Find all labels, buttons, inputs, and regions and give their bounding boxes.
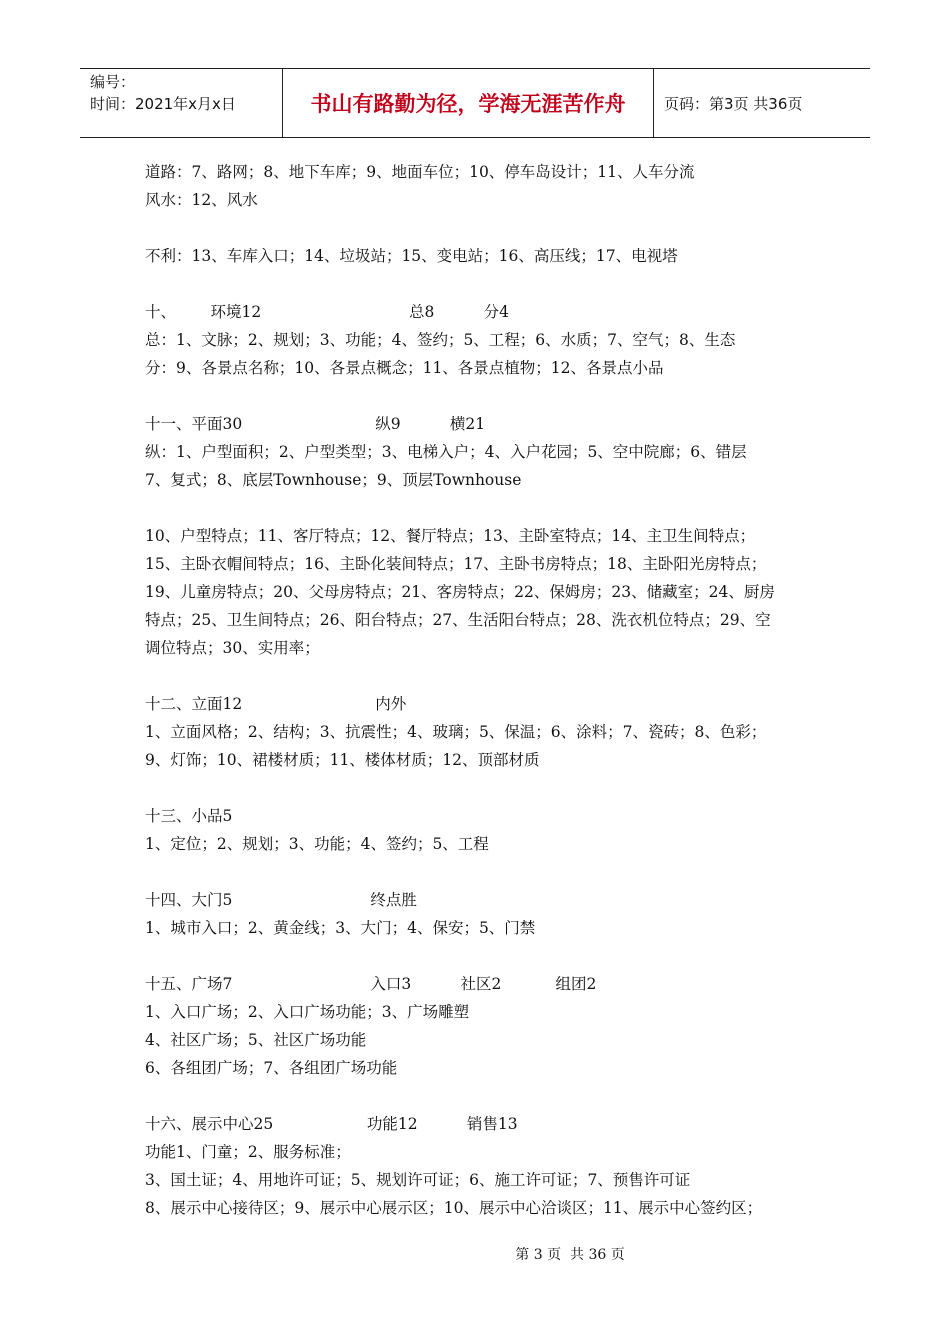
text-line: 功能1、门童；2、服务标准； [145,1143,351,1161]
text-line: 十六、展示中心25 功能12 销售13 [145,1115,518,1133]
text-line: 1、入口广场；2、入口广场功能；3、广场雕塑 [145,1003,470,1021]
page-header [80,68,870,138]
text-line: 道路：7、路网；8、地下车库；9、地面车位；10、停车岛设计；11、人车分流 [145,163,695,181]
paragraph-gap [145,774,825,802]
text-line: 7、复式；8、底层Townhouse；9、顶层Townhouse [145,471,522,489]
paragraph-gap [145,942,825,970]
document-number: 编号： [90,73,136,91]
paragraph-gap [145,1082,825,1110]
text-line: 9、灯饰；10、裙楼材质；11、楼体材质；12、顶部材质 [145,751,540,769]
text-line: 风水：12、风水 [145,191,258,209]
page-footer: 第 3 页 共 36 页 [515,1247,625,1263]
document-body [145,158,825,1222]
text-line: 不利：13、车库入口；14、垃圾站；15、变电站；16、高压线；17、电视塔 [145,247,678,265]
text-line: 1、城市入口；2、黄金线；3、大门；4、保安；5、门禁 [145,919,536,937]
header-motto: 书山有路勤为径，学海无涯苦作舟 [282,69,654,137]
text-line: 十一、平面30 纵9 横21 [145,415,486,433]
text-line: 1、定位；2、规划；3、功能；4、签约；5、工程 [145,835,489,853]
text-line: 分：9、各景点名称；10、各景点概念；11、各景点植物；12、各景点小品 [145,359,664,377]
text-line: 6、各组团广场；7、各组团广场功能 [145,1059,398,1077]
text-line: 纵：1、户型面积；2、户型类型；3、电梯入户；4、入户花园；5、空中院廊；6、错层 [145,443,747,461]
text-line: 十三、小品5 [145,807,233,825]
text-line: 十二、立面12 内外 [145,695,407,713]
paragraph-gap [145,382,825,410]
header-meta [80,69,282,137]
text-line: 十、 环境12 总8 分4 [145,303,510,321]
paragraph-gap [145,270,825,298]
text-line: 19、儿童房特点；20、父母房特点；21、客房特点；22、保姆房；23、储藏室；24、厨房 [145,583,775,601]
text-line: 十五、广场7 入口3 社区2 组团2 [145,975,597,993]
text-line: 十四、大门5 终点胜 [145,891,417,909]
text-line: 调位特点；30、实用率； [145,639,320,657]
paragraph-gap [145,214,825,242]
text-line: 3、国土证；4、用地许可证；5、规划许可证；6、施工许可证；7、预售许可证 [145,1171,691,1189]
paragraph-gap [145,858,825,886]
document-time: 时间：2021年x月x日 [90,95,236,113]
paragraph-gap [145,494,825,522]
header-page-number: 页码：第3页 共36页 [664,94,803,113]
text-line: 总：1、文脉；2、规划；3、功能；4、签约；5、工程；6、水质；7、空气；8、生态 [145,331,736,349]
text-line: 1、立面风格；2、结构；3、抗震性；4、玻璃；5、保温；6、涂料；7、瓷砖；8、色彩； [145,723,767,741]
text-line: 15、主卧衣帽间特点；16、主卧化装间特点；17、主卧书房特点；18、主卧阳光房特点； [145,555,767,573]
text-line: 特点；25、卫生间特点；26、阳台特点；27、生活阳台特点；28、洗衣机位特点；29、空 [145,611,771,629]
text-line: 8、展示中心接待区；9、展示中心展示区；10、展示中心洽谈区；11、展示中心签约区； [145,1199,763,1217]
text-line: 4、社区广场；5、社区广场功能 [145,1031,367,1049]
text-line: 10、户型特点；11、客厅特点；12、餐厅特点；13、主卧室特点；14、主卫生间特点； [145,527,756,545]
paragraph-gap [145,662,825,690]
